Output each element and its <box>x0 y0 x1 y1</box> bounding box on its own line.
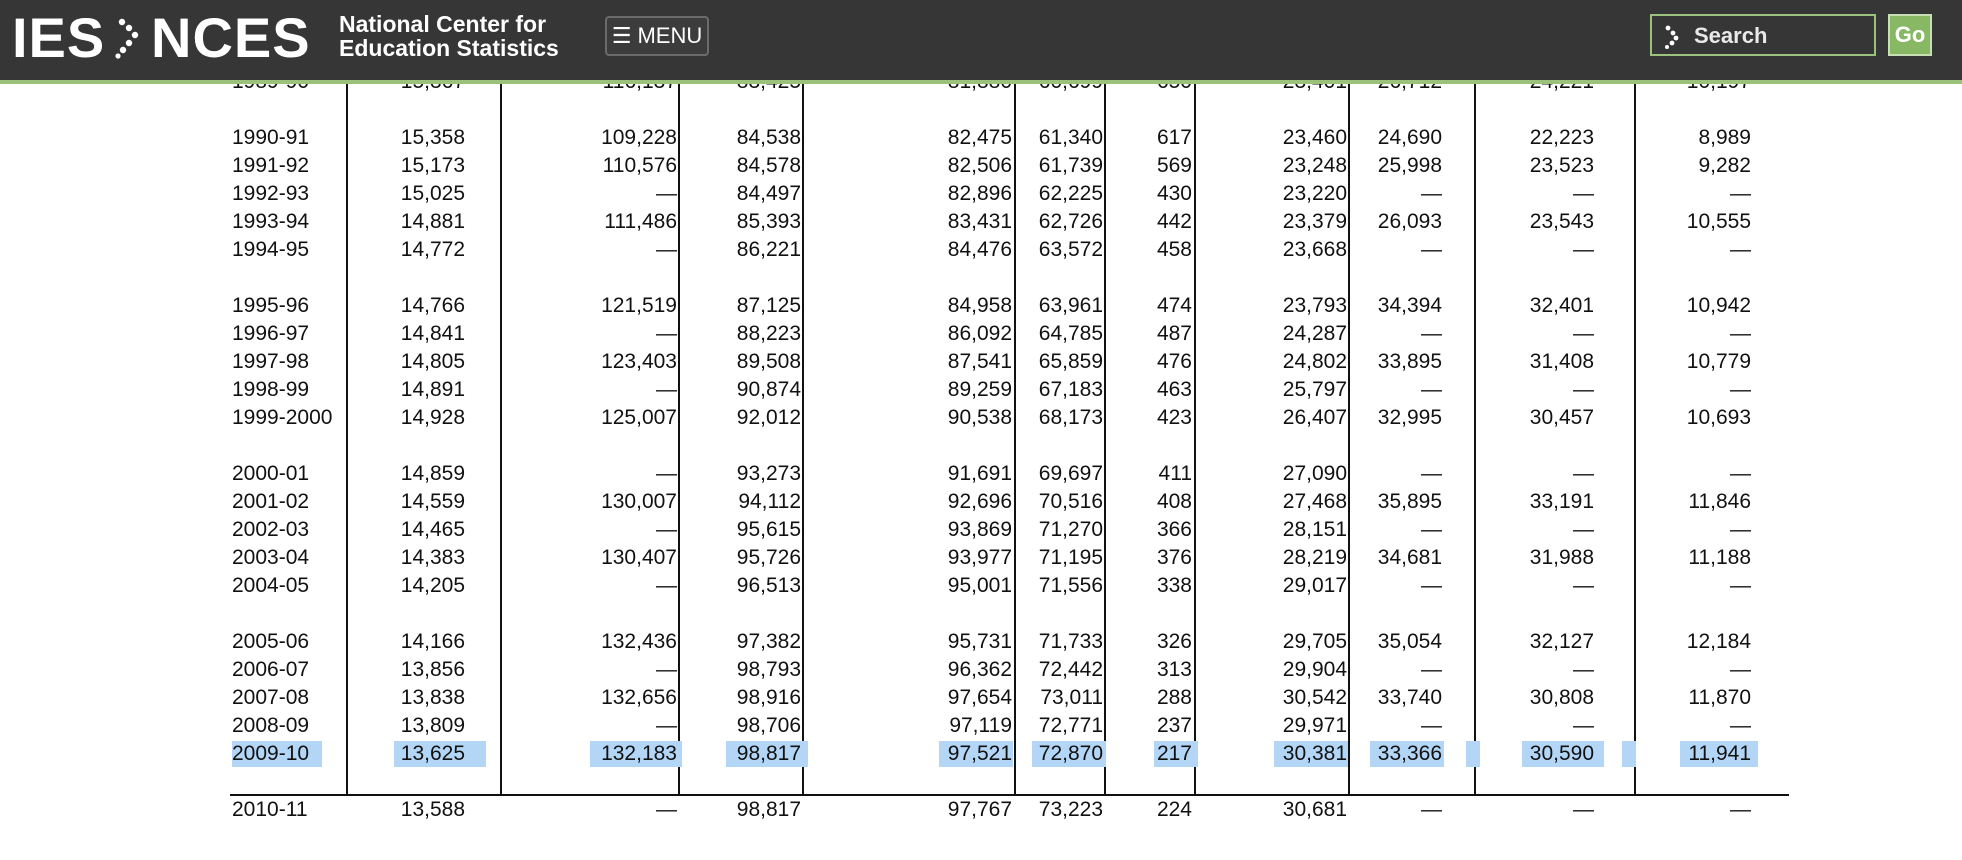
value-cell: 11,870 <box>1688 686 1751 709</box>
year-cell: 2008-09 <box>232 714 310 737</box>
value-cell: 11,941 <box>1688 742 1751 765</box>
search-input[interactable] <box>1692 20 1872 52</box>
value-cell: — <box>1730 798 1751 821</box>
year-cell: 1995-96 <box>232 294 310 317</box>
value-cell: 30,381 <box>1282 742 1347 765</box>
table-row <box>0 740 1962 768</box>
value-cell: 14,465 <box>400 518 465 541</box>
value-cell: 35,895 <box>1377 490 1442 513</box>
value-cell: 98,916 <box>736 686 801 709</box>
value-cell: 338 <box>1156 574 1192 597</box>
value-cell: 15,025 <box>400 182 465 205</box>
value-cell: 61,340 <box>1038 126 1103 149</box>
value-cell: 8,989 <box>1698 126 1751 149</box>
value-cell: 83,431 <box>947 210 1012 233</box>
value-cell: 313 <box>1156 658 1192 681</box>
nces-logo-text[interactable]: NCES <box>151 6 311 69</box>
value-cell: 408 <box>1156 490 1192 513</box>
value-cell: — <box>1573 238 1594 261</box>
value-cell: 15,358 <box>400 126 465 149</box>
value-cell: — <box>1421 714 1442 737</box>
year-cell: 1993-94 <box>232 210 310 233</box>
value-cell: 30,681 <box>1282 798 1347 821</box>
value-cell: 11,188 <box>1688 546 1751 569</box>
value-cell: 14,559 <box>400 490 465 513</box>
value-cell: 23,460 <box>1282 126 1347 149</box>
value-cell: 65,859 <box>1038 350 1103 373</box>
value-cell: 64,785 <box>1038 322 1103 345</box>
value-cell: 85,393 <box>736 210 801 233</box>
table-row <box>0 544 1962 572</box>
value-cell: 97,119 <box>949 714 1012 737</box>
value-cell: 89,508 <box>736 350 801 373</box>
value-cell: — <box>1573 378 1594 401</box>
value-cell: 125,007 <box>601 406 677 429</box>
value-cell: 442 <box>1156 210 1192 233</box>
value-cell: 71,556 <box>1038 574 1103 597</box>
year-cell: 2003-04 <box>232 546 310 569</box>
value-cell: 97,654 <box>947 686 1012 709</box>
value-cell: 33,895 <box>1377 350 1442 373</box>
value-cell: 95,731 <box>947 630 1012 653</box>
go-button[interactable]: Go <box>1888 14 1932 56</box>
value-cell: — <box>656 378 677 401</box>
value-cell: — <box>656 322 677 345</box>
year-cell: 1992-93 <box>232 182 310 205</box>
value-cell: 13,838 <box>400 686 465 709</box>
value-cell: — <box>1421 462 1442 485</box>
value-cell: 87,125 <box>736 294 801 317</box>
value-cell: 28,151 <box>1282 518 1347 541</box>
table-row <box>0 796 1962 824</box>
value-cell: 84,476 <box>947 238 1012 261</box>
value-cell: 97,521 <box>947 742 1012 765</box>
value-cell: 14,166 <box>400 630 465 653</box>
value-cell: — <box>1421 182 1442 205</box>
value-cell: 14,881 <box>400 210 465 233</box>
value-cell: — <box>656 658 677 681</box>
value-cell: 224 <box>1156 798 1192 821</box>
year-cell: 1997-98 <box>232 350 310 373</box>
value-cell: 14,766 <box>400 294 465 317</box>
value-cell: 98,817 <box>736 798 801 821</box>
value-cell: 411 <box>1158 462 1192 485</box>
value-cell: 92,012 <box>736 406 801 429</box>
value-cell: 10,555 <box>1686 210 1751 233</box>
table-row <box>0 208 1962 236</box>
value-cell: 32,401 <box>1529 294 1594 317</box>
value-cell: — <box>1730 322 1751 345</box>
value-cell: 30,457 <box>1529 406 1594 429</box>
value-cell: 82,506 <box>947 154 1012 177</box>
value-cell: — <box>1573 574 1594 597</box>
value-cell: — <box>1421 574 1442 597</box>
value-cell: 31,408 <box>1529 350 1594 373</box>
value-cell: 14,841 <box>400 322 465 345</box>
value-cell: 34,394 <box>1377 294 1442 317</box>
value-cell: 26,407 <box>1282 406 1347 429</box>
table-row <box>0 180 1962 208</box>
value-cell: 84,578 <box>736 154 801 177</box>
value-cell: 62,225 <box>1038 182 1103 205</box>
table-row <box>0 376 1962 404</box>
value-cell: 30,808 <box>1529 686 1594 709</box>
value-cell: — <box>1730 714 1751 737</box>
value-cell: — <box>656 574 677 597</box>
table-row <box>0 236 1962 264</box>
value-cell: 121,519 <box>601 294 677 317</box>
value-cell: 63,572 <box>1038 238 1103 261</box>
year-cell: 1990-91 <box>232 126 310 149</box>
value-cell: 28,219 <box>1282 546 1347 569</box>
value-cell: 423 <box>1156 406 1192 429</box>
value-cell: 9,282 <box>1698 154 1751 177</box>
value-cell: 14,805 <box>400 350 465 373</box>
menu-label: MENU <box>637 23 703 48</box>
table-row <box>0 656 1962 684</box>
value-cell: 476 <box>1156 350 1192 373</box>
value-cell: — <box>1573 518 1594 541</box>
value-cell: 33,366 <box>1377 742 1442 765</box>
value-cell: 130,407 <box>601 546 677 569</box>
value-cell: — <box>1421 518 1442 541</box>
value-cell: 24,287 <box>1282 322 1347 345</box>
value-cell: 23,668 <box>1282 238 1347 261</box>
value-cell: 91,691 <box>947 462 1012 485</box>
value-cell: 27,468 <box>1282 490 1347 513</box>
value-cell: 23,543 <box>1529 210 1594 233</box>
value-cell: 109,228 <box>601 126 677 149</box>
value-cell: 366 <box>1156 518 1192 541</box>
value-cell: 23,793 <box>1282 294 1347 317</box>
value-cell: 14,859 <box>400 462 465 485</box>
value-cell: 86,221 <box>736 238 801 261</box>
center-name-line1: National Center for <box>339 11 547 37</box>
value-cell: 23,523 <box>1529 154 1594 177</box>
value-cell: — <box>1421 238 1442 261</box>
table-row <box>0 460 1962 488</box>
value-cell: 32,995 <box>1377 406 1442 429</box>
value-cell: — <box>1730 182 1751 205</box>
value-cell: 82,475 <box>947 126 1012 149</box>
value-cell: 237 <box>1156 714 1192 737</box>
value-cell: — <box>1730 238 1751 261</box>
value-cell: — <box>1421 322 1442 345</box>
value-cell: 111,486 <box>604 210 677 233</box>
value-cell: — <box>1421 658 1442 681</box>
value-cell: 217 <box>1156 742 1192 765</box>
value-cell: 30,590 <box>1529 742 1594 765</box>
ies-nces-dots-icon <box>114 16 148 65</box>
value-cell: 62,726 <box>1038 210 1103 233</box>
value-cell: 96,513 <box>736 574 801 597</box>
value-cell: 376 <box>1156 546 1192 569</box>
value-cell: 29,705 <box>1282 630 1347 653</box>
year-cell: 2005-06 <box>232 630 310 653</box>
value-cell: 93,869 <box>947 518 1012 541</box>
value-cell: — <box>1421 798 1442 821</box>
value-cell: 10,779 <box>1686 350 1751 373</box>
value-cell: 24,802 <box>1282 350 1347 373</box>
table-row <box>0 488 1962 516</box>
value-cell: 25,797 <box>1282 378 1347 401</box>
hamburger-icon: ☰ <box>611 23 632 48</box>
value-cell: 94,112 <box>738 490 801 513</box>
year-cell: 1991-92 <box>232 154 310 177</box>
table-row <box>0 404 1962 432</box>
value-cell: — <box>656 518 677 541</box>
value-cell: 13,809 <box>400 714 465 737</box>
value-cell: — <box>1730 658 1751 681</box>
table-row <box>0 152 1962 180</box>
value-cell: 12,184 <box>1686 630 1751 653</box>
table-row <box>0 712 1962 740</box>
value-cell: 487 <box>1156 322 1192 345</box>
value-cell: 97,767 <box>947 798 1012 821</box>
value-cell: 71,733 <box>1038 630 1103 653</box>
value-cell: 70,516 <box>1038 490 1103 513</box>
value-cell: 34,681 <box>1377 546 1442 569</box>
ies-logo-text[interactable]: IES <box>12 6 106 69</box>
value-cell: 86,092 <box>947 322 1012 345</box>
center-name[interactable] <box>339 12 559 60</box>
value-cell: 72,870 <box>1038 742 1103 765</box>
value-cell: 23,379 <box>1282 210 1347 233</box>
value-cell: 72,771 <box>1038 714 1103 737</box>
search-box[interactable] <box>1650 14 1876 56</box>
value-cell: 93,273 <box>736 462 801 485</box>
value-cell: 73,223 <box>1038 798 1103 821</box>
value-cell: 29,017 <box>1282 574 1347 597</box>
value-cell: — <box>1573 182 1594 205</box>
value-cell: — <box>1573 322 1594 345</box>
table-row <box>0 572 1962 600</box>
value-cell: 98,793 <box>736 658 801 681</box>
value-cell: 92,696 <box>947 490 1012 513</box>
value-cell: 97,382 <box>736 630 801 653</box>
table-row <box>0 348 1962 376</box>
year-cell: 1996-97 <box>232 322 310 345</box>
value-cell: 13,588 <box>400 798 465 821</box>
value-cell: 87,541 <box>947 350 1012 373</box>
site-header <box>0 0 1962 84</box>
value-cell: 10,693 <box>1686 406 1751 429</box>
value-cell: 95,001 <box>947 574 1012 597</box>
value-cell: 26,093 <box>1377 210 1442 233</box>
year-cell: 1998-99 <box>232 378 310 401</box>
value-cell: 288 <box>1156 686 1192 709</box>
selection-highlight <box>1622 741 1636 767</box>
year-cell: 2002-03 <box>232 518 310 541</box>
menu-button[interactable] <box>605 16 709 56</box>
value-cell: 95,615 <box>736 518 801 541</box>
selection-highlight <box>1466 741 1480 767</box>
table-row <box>0 684 1962 712</box>
value-cell: 73,011 <box>1040 686 1103 709</box>
value-cell: 89,259 <box>947 378 1012 401</box>
value-cell: 14,205 <box>400 574 465 597</box>
value-cell: 123,403 <box>601 350 677 373</box>
table-row <box>0 292 1962 320</box>
year-cell: 2001-02 <box>232 490 310 513</box>
value-cell: — <box>1421 378 1442 401</box>
year-cell: 2004-05 <box>232 574 310 597</box>
value-cell: 15,173 <box>400 154 465 177</box>
value-cell: 132,436 <box>601 630 677 653</box>
value-cell: 68,173 <box>1038 406 1103 429</box>
value-cell: 569 <box>1156 154 1192 177</box>
value-cell: 458 <box>1156 238 1192 261</box>
value-cell: 474 <box>1156 294 1192 317</box>
value-cell: — <box>1730 378 1751 401</box>
value-cell: — <box>1730 462 1751 485</box>
value-cell: 430 <box>1156 182 1192 205</box>
value-cell: 67,183 <box>1038 378 1103 401</box>
value-cell: 98,817 <box>736 742 801 765</box>
value-cell: 71,270 <box>1038 518 1103 541</box>
value-cell: — <box>656 182 677 205</box>
table-row <box>0 124 1962 152</box>
value-cell: 14,772 <box>400 238 465 261</box>
table-row <box>0 320 1962 348</box>
value-cell: 130,007 <box>601 490 677 513</box>
value-cell: 14,891 <box>400 378 465 401</box>
value-cell: 24,690 <box>1377 126 1442 149</box>
value-cell: 88,223 <box>736 322 801 345</box>
value-cell: — <box>1573 462 1594 485</box>
value-cell: 96,362 <box>947 658 1012 681</box>
value-cell: — <box>656 798 677 821</box>
value-cell: 13,856 <box>400 658 465 681</box>
table-row <box>0 516 1962 544</box>
value-cell: 29,971 <box>1282 714 1347 737</box>
year-cell: 2000-01 <box>232 462 310 485</box>
value-cell: — <box>656 238 677 261</box>
value-cell: — <box>1730 518 1751 541</box>
value-cell: 33,740 <box>1377 686 1442 709</box>
value-cell: — <box>1730 574 1751 597</box>
value-cell: 35,054 <box>1377 630 1442 653</box>
year-cell: 1999-2000 <box>232 406 333 429</box>
value-cell: 31,988 <box>1529 546 1594 569</box>
year-cell: 2009-10 <box>232 742 310 765</box>
value-cell: 29,904 <box>1282 658 1347 681</box>
value-cell: 110,576 <box>602 154 677 177</box>
value-cell: 98,706 <box>736 714 801 737</box>
value-cell: 25,998 <box>1377 154 1442 177</box>
value-cell: 463 <box>1156 378 1192 401</box>
value-cell: 14,928 <box>400 406 465 429</box>
center-name-line2: Education Statistics <box>339 35 559 61</box>
value-cell: 63,961 <box>1038 294 1103 317</box>
value-cell: 61,739 <box>1038 154 1103 177</box>
value-cell: 90,874 <box>736 378 801 401</box>
value-cell: — <box>656 462 677 485</box>
value-cell: 10,942 <box>1686 294 1751 317</box>
value-cell: 22,223 <box>1529 126 1594 149</box>
value-cell: 23,248 <box>1282 154 1347 177</box>
year-cell: 1994-95 <box>232 238 310 261</box>
value-cell: — <box>656 714 677 737</box>
value-cell: 84,538 <box>736 126 801 149</box>
value-cell: 69,697 <box>1038 462 1103 485</box>
search-dots-icon <box>1662 24 1684 55</box>
table-bottom-rule <box>230 794 1789 796</box>
value-cell: 132,183 <box>601 742 677 765</box>
value-cell: 82,896 <box>947 182 1012 205</box>
value-cell: 32,127 <box>1529 630 1594 653</box>
value-cell: 617 <box>1156 126 1192 149</box>
value-cell: 84,497 <box>736 182 801 205</box>
value-cell: — <box>1573 714 1594 737</box>
value-cell: 84,958 <box>947 294 1012 317</box>
value-cell: 11,846 <box>1688 490 1751 513</box>
value-cell: — <box>1573 798 1594 821</box>
year-cell: 2006-07 <box>232 658 310 681</box>
value-cell: 23,220 <box>1282 182 1347 205</box>
value-cell: 30,542 <box>1282 686 1347 709</box>
year-cell: 2010-11 <box>232 798 308 821</box>
value-cell: 326 <box>1156 630 1192 653</box>
value-cell: 132,656 <box>601 686 677 709</box>
value-cell: 90,538 <box>947 406 1012 429</box>
value-cell: 33,191 <box>1529 490 1594 513</box>
value-cell: 13,625 <box>400 742 465 765</box>
value-cell: 27,090 <box>1282 462 1347 485</box>
value-cell: — <box>1573 658 1594 681</box>
value-cell: 72,442 <box>1038 658 1103 681</box>
year-cell: 2007-08 <box>232 686 310 709</box>
value-cell: 93,977 <box>947 546 1012 569</box>
table-row <box>0 628 1962 656</box>
value-cell: 95,726 <box>736 546 801 569</box>
value-cell: 71,195 <box>1038 546 1103 569</box>
value-cell: 14,383 <box>400 546 465 569</box>
